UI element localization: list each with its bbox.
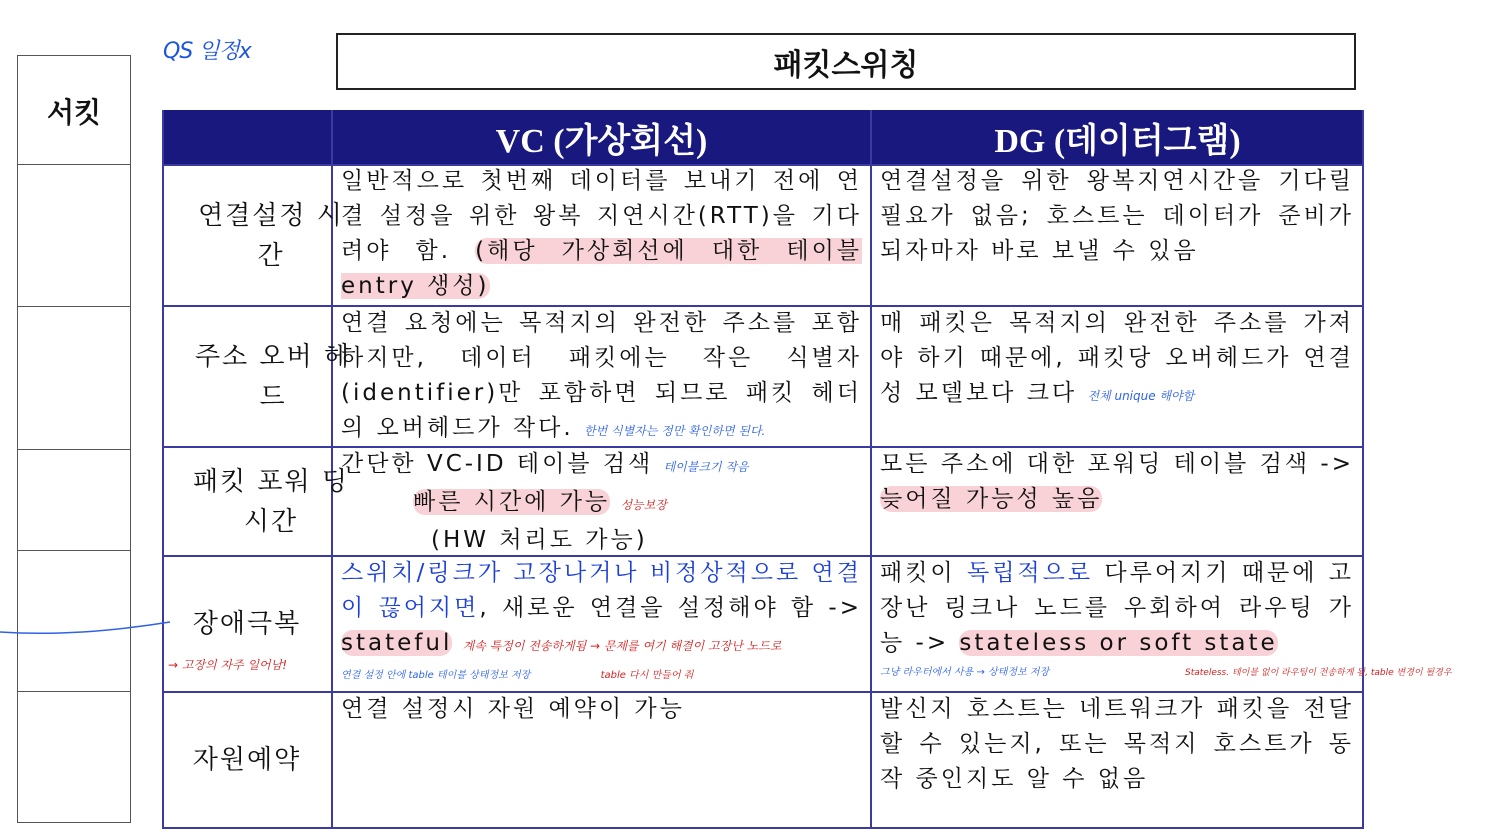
vc-fault-recovery	[333, 556, 870, 683]
dg-forwarding-text: 모든 주소에 대한 포워딩 테이블 검색 ->	[880, 451, 1354, 477]
header-dg: DG (데이터그램)	[994, 122, 1241, 160]
dg-fault-text2: 다루어지기 때문에 고장난 링크나 노드를 우회하여 라우팅 가능 ->	[880, 560, 1355, 656]
vc-fault-highlight: stateful	[341, 630, 453, 656]
dg-fault-red-note: Stateless. 테이블 없이 라우팅이 전송하게 됨, table 변경이 될경우	[1185, 668, 1452, 678]
vc-forwarding-red-note: 성능보장	[620, 498, 667, 512]
dg-address-overhead	[872, 306, 1362, 414]
dg-forwarding-highlight: 늦어질 가능성 높음	[880, 486, 1103, 512]
page-title	[336, 33, 1356, 90]
dg-fault-recovery	[872, 556, 1362, 680]
qs-note: QS 일정x	[163, 39, 251, 64]
table-border-bottom	[162, 827, 1364, 829]
dg-resource-reservation	[872, 692, 1362, 797]
vc-resource-reservation	[333, 692, 870, 727]
vc-fault-red-note: 계속 특정이 전송하게됨 → 문제를 여기 해결이 고장난 노드로	[462, 639, 782, 653]
vc-fault-blue-note: 연결 설정 안에 table 테이블 상태정보 저장	[341, 670, 531, 681]
side-column-cell	[17, 306, 131, 451]
vc-forwarding-note: 테이블크기 작음	[663, 460, 749, 474]
side-column-cell	[17, 164, 131, 308]
dg-fault-blue-note: 그냥 라우터에서 사용 → 상태정보 저장	[880, 667, 1050, 678]
dg-fault-text1: 패킷이	[880, 560, 956, 586]
table-border-right	[1362, 110, 1364, 829]
dg-overhead-text: 매 패킷은 목적지의 완전한 주소를 가져야 하기 때문에, 패킷당 오버헤드가 연결성 모델보다 크다	[880, 310, 1354, 406]
vc-overhead-note: 한번 식별자는 정만 확인하면 된다.	[584, 424, 766, 438]
side-column-header	[17, 55, 131, 166]
row-label-forwarding-time: 패킷 포워 딩 시간	[192, 466, 350, 537]
dg-overhead-note: 전체 unique 해야함	[1087, 389, 1195, 403]
vc-resource-text: 연결 설정시 자원 예약이 가능	[341, 696, 685, 722]
row-label-resource-reservation: 자원예약	[192, 745, 302, 775]
vc-overhead-text: 연결 요청에는 목적지의 완전한 주소를 포함하지만, 데이터 패킷에는 작은 식별자(identifier)만 포함하면 되므로 패킷 헤더의 오버헤드가 작다.	[341, 310, 862, 441]
vc-forwarding-time	[333, 447, 870, 558]
vc-connection-time	[333, 164, 870, 304]
row-label-fault-recovery: 장애극복	[192, 609, 302, 639]
side-column-cell	[17, 691, 131, 823]
row-label-connection-time: 연결설정 시간	[198, 200, 344, 271]
dg-resource-text: 발신지 호스트는 네트워크가 패킷을 전달할 수 있는지, 또는 목적지 호스트가 동작 중인지도 알 수 없음	[880, 696, 1354, 792]
vc-forwarding-text: 간단한 VC-ID 테이블 검색	[341, 451, 654, 477]
vc-address-overhead	[333, 306, 870, 449]
side-column-cell	[17, 449, 131, 552]
vc-connection-highlight: (해당 가상회선에 대한 테이블 entry 생성)	[341, 238, 863, 299]
vc-fault-blue-text: 스위치/링크가 고장나거나 비정상적으로 연결이 끊어지면	[341, 560, 862, 621]
page-title-text: 패킷스위칭	[773, 47, 919, 83]
table-header	[162, 110, 1364, 164]
row-label-address-overhead: 주소 오버 헤드	[194, 341, 352, 412]
vc-connection-text: 일반적으로 첫번째 데이터를 보내기 전에 연결 설정을 위한 왕복 지연시간(RTT)을 기다려야 함.	[341, 168, 862, 264]
fault-recovery-annotation-line	[0, 610, 172, 640]
vc-fault-red-note-2: table 다시 만들어 줘	[600, 670, 694, 681]
header-vc: VC (가상회선)	[495, 122, 708, 160]
dg-fault-highlight: stateless or soft state	[959, 630, 1278, 656]
vc-forwarding-highlight: 빠른 시간에 가능	[413, 489, 611, 515]
vc-forwarding-text2: (HW 처리도 가능)	[431, 527, 648, 553]
dg-fault-blue-text: 독립적으로	[966, 560, 1094, 586]
side-column-title: 서킷	[46, 95, 102, 129]
fault-recovery-side-note: → 고장의 자주 일어남!	[168, 658, 288, 672]
dg-connection-time	[872, 164, 1362, 269]
dg-connection-text: 연결설정을 위한 왕복지연시간을 기다릴 필요가 없음; 호스트는 데이터가 준비가 되자마자 바로 보낼 수 있음	[880, 168, 1354, 264]
dg-forwarding-time	[872, 447, 1362, 517]
vc-fault-text: , 새로운 연결을 설정해야 함 ->	[479, 595, 862, 621]
